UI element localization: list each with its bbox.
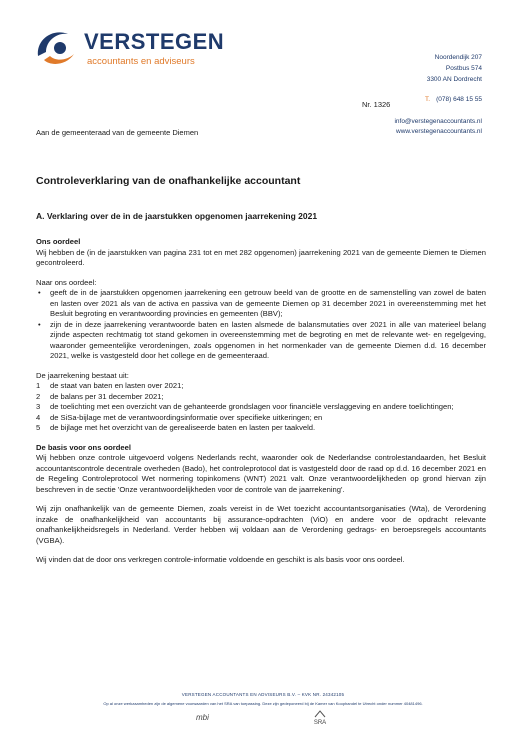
section-a-heading: A. Verklaring over de in de jaarstukken opgenomen jaarrekening 2021 [36, 211, 318, 221]
sra-badge-icon: SRA [310, 710, 330, 726]
brand-name: VERSTEGEN [84, 29, 225, 54]
list-item: 5 de bijlage met het overzicht van de gerealiseerde baten en lasten per taakveld. [36, 423, 316, 432]
basis-heading: De basis voor ons oordeel [36, 442, 131, 452]
address-line: Noordendijk 207 [434, 54, 482, 61]
list-item: 4 de SiSa-bijlage met de verantwoordingsinformatie over specifieke uitkeringen; en [36, 412, 323, 422]
list-item: • geeft de in de jaarstukken opgenomen jaarrekening een getrouw beeld van de grootte en de samenstelling van zowel de baten en lasten over 2021 als van de activa en passiva van de gemeente Diemen op 31 december 2021 in overeenstemming met het Besluit begroting en verantwoording provincies en gemeenten (BBV); [36, 288, 486, 320]
basis-paragraph: Wij hebben onze controle uitgevoerd volgens Nederlands recht, waaronder ook de Nederlandse controlestandaarden, het Besluit accountantscontrole decentrale overheden (Bado), het controleprotocol dat is vastgesteld door de raad op d.d. 16 december 2021 en de Regeling Controleprotocol Wet normering topinkomens (WNT) 2021 valt. Onze verantwoordelijkheden op grond hiervan zijn beschreven in de sectie 'Onze verantwoordelijkheden voor de controle van de jaarrekening'. [36, 453, 486, 494]
phone-label: T. [425, 96, 431, 103]
reference-number: Nr. 1326 [362, 100, 391, 109]
address-line: Postbus 574 [445, 65, 482, 72]
jaarrekening-components [36, 381, 486, 434]
brand-tagline: accountants en adviseurs [87, 56, 195, 67]
list-item: • zijn de in deze jaarrekening verantwoorde baten en lasten alsmede de balansmutaties over 2021 in alle van materieel belang zijnde aspecten rechtmatig tot stand gekomen in overeenstemming met de begroting en met de relevante wet- en regelgeving, waaronder gemeentelijke verordeningen, zoals opgenomen in het normenkader van de gemeente Diemen d.d. 16 december 2021, welke is vastgesteld door het college en de gemeenteraad. [36, 320, 486, 362]
list-item: 3 de toelichting met een overzicht van de gehanteerde grondslagen voor financiële verslaggeving en andere toelichtingen; [36, 402, 454, 411]
independence-paragraph: Wij zijn onafhankelijk van de gemeente Diemen, zoals vereist in de Wet toezicht accountantsorganisaties (Wta), de Verordening inzake de onafhankelijkheid van accountants bij assurance-opdrachten (ViO) en andere voor de opdracht relevante onafhankelijkheidsregels in Nederland. Verder hebben wij voldaan aan de Verordening gedrags- en beroepsregels accountants (VGBA). [36, 504, 486, 545]
website-link[interactable]: www.verstegenaccountants.nl [396, 128, 482, 135]
recipient-line: Aan de gemeenteraad van de gemeente Diemen [36, 128, 199, 137]
email-link[interactable]: info@verstegenaccountants.nl [394, 118, 482, 125]
body-text [36, 237, 486, 566]
naar-ons-oordeel: Naar ons oordeel: [36, 277, 97, 287]
swirl-logo-icon [32, 26, 80, 70]
phone-number: (078) 648 15 55 [436, 96, 482, 103]
list-item: 1 de staat van baten en lasten over 2021; [36, 381, 184, 390]
oordeel-intro: Wij hebben de (in de jaarstukken van pagina 231 tot en met 282 opgenomen) jaarrekening 2021 van de gemeente Diemen te Diemen gecontroleerd. [36, 247, 486, 267]
footer-company: VERSTEGEN ACCOUNTANTS EN ADVISEURS B.V. – KVK NR. 24342105 [181, 692, 345, 697]
footer-terms: Op al onze werkzaamheden zijn de algemene voorwaarden van het SRA van toepassing. Deze zijn gedeponeerd bij de Kamer van Koophandel te Utrecht onder nummer 40481496. [103, 701, 423, 706]
sender-contact [394, 117, 482, 137]
list-item: 2 de balans per 31 december 2021; [36, 391, 164, 401]
document-title: Controleverklaring van de onafhankelijke accountant [36, 175, 301, 187]
sender-address [427, 52, 482, 85]
sender-phone [425, 96, 482, 103]
mbi-badge-icon: mbi [196, 713, 209, 722]
address-line: 3300 AN Dordrecht [426, 76, 482, 83]
sufficiency-paragraph: Wij vinden dat de door ons verkregen controle-informatie voldoende en geschikt is als basis voor ons oordeel. [36, 555, 405, 564]
bestaat-intro: De jaarrekening bestaat uit: [36, 370, 129, 380]
oordeel-bullets [36, 288, 486, 362]
verstegen-logo [32, 26, 225, 76]
oordeel-heading: Ons oordeel [36, 237, 81, 246]
